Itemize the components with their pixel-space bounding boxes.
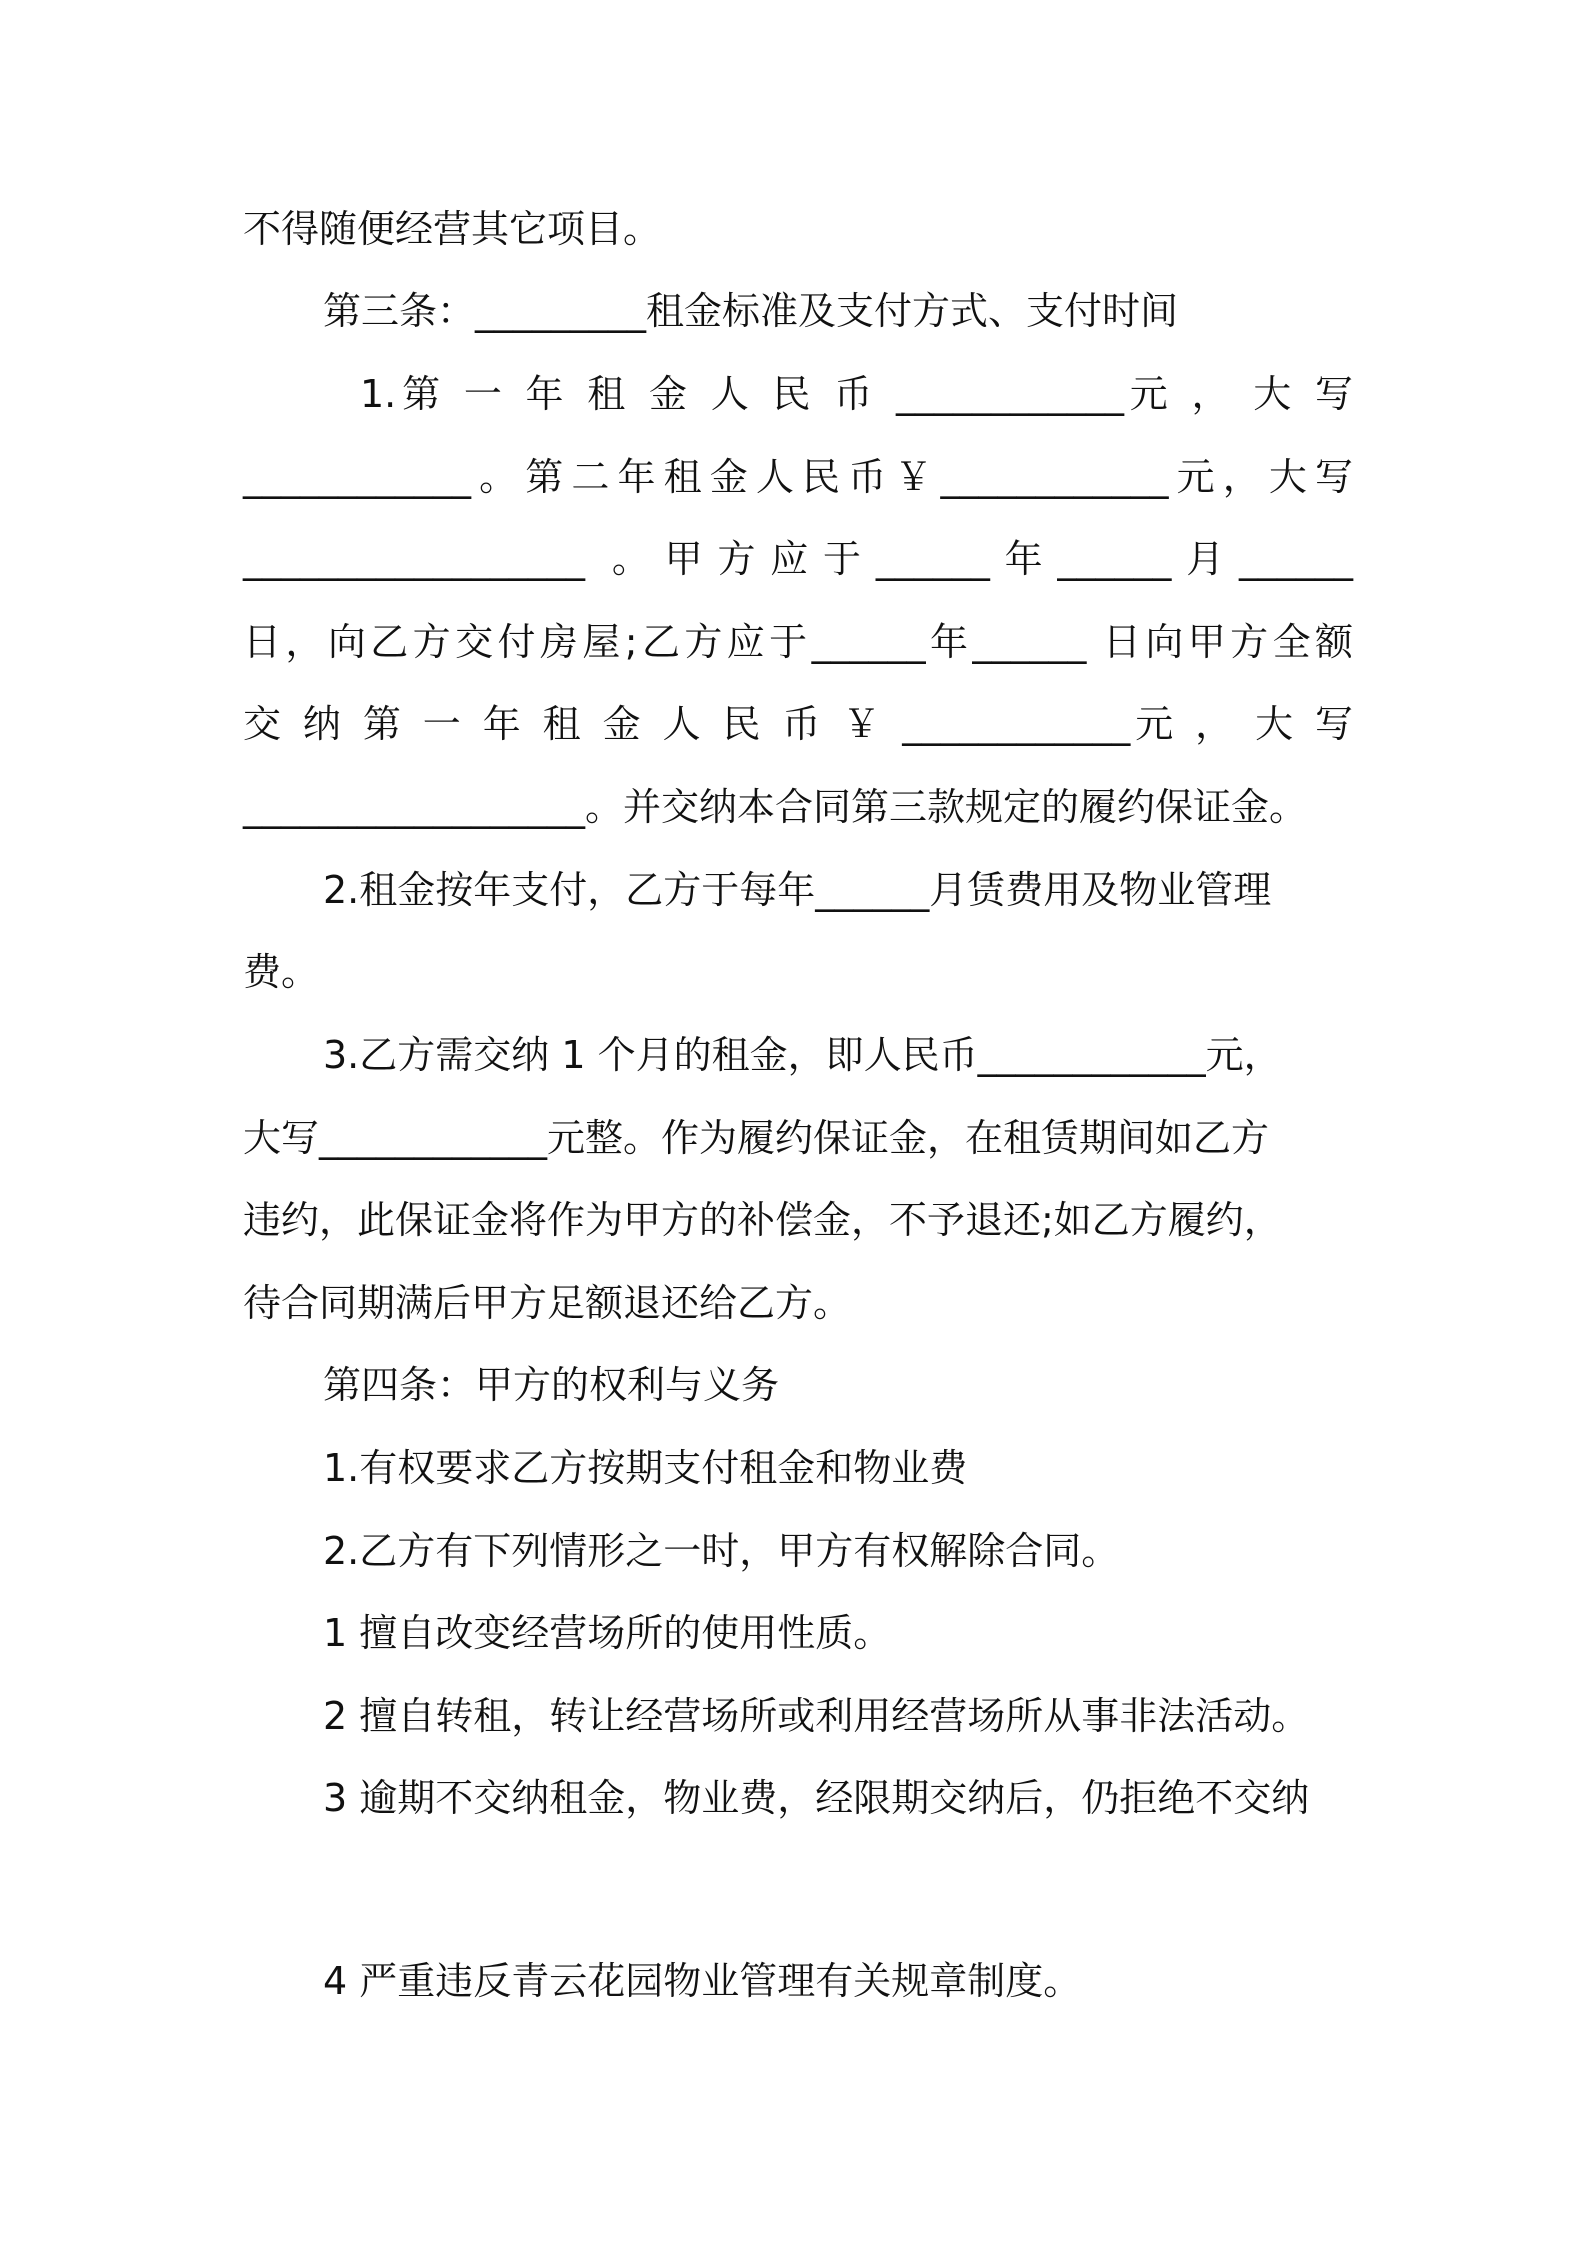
- clause-3-2-line-1: 2.租金按年支付，乙方于每年______月赁费用及物业管理: [323, 868, 1272, 912]
- clause-3-3-line-2: 大写____________元整。作为履约保证金，在租赁期间如乙方: [243, 1116, 1270, 1160]
- clause-4-1: 1.有权要求乙方按期支付租金和物业费: [323, 1446, 968, 1490]
- clause-3-1-line-6: __________________。并交纳本合同第三款规定的履约保证金。: [243, 785, 1308, 829]
- clause-4-2-item-2: 2 擅自转租，转让经营场所或利用经营场所从事非法活动。: [323, 1694, 1310, 1738]
- article-3-heading: 第三条：_________租金标准及支付方式、支付时间: [323, 289, 1179, 333]
- clause-3-3-line-1: 3.乙方需交纳 1 个月的租金，即人民币____________元，: [323, 1033, 1282, 1077]
- clause-3-1-line-5: 交 纳 第 一 年 租 金 人 民 币 ￥ ____________元 ， 大 写: [243, 702, 1353, 746]
- clause-4-2-item-3: 3 逾期不交纳租金，物业费，经限期交纳后，仍拒绝不交纳: [323, 1776, 1310, 1820]
- clause-3-2-line-2: 费。: [243, 950, 320, 994]
- clause-3-1-line-4: 日，向乙方交付房屋;乙方应于______年______ 日向甲方全额: [243, 620, 1353, 664]
- clause-3-3-line-4: 待合同期满后甲方足额退还给乙方。: [243, 1281, 852, 1325]
- clause-4-2: 2.乙方有下列情形之一时，甲方有权解除合同。: [323, 1529, 1120, 1573]
- clause-3-3-line-3: 违约，此保证金将作为甲方的补偿金，不予退还;如乙方履约，: [243, 1198, 1282, 1242]
- text-line-continuation: 不得随便经营其它项目。: [243, 207, 662, 251]
- article-4-heading: 第四条：甲方的权利与义务: [323, 1363, 780, 1407]
- clause-3-1-line-1: 1.第 一 年 租 金 人 民 币 ____________元 ， 大 写: [360, 372, 1353, 416]
- clause-3-1-line-3: __________________ 。甲方应于______年______月______: [243, 537, 1353, 581]
- clause-4-2-item-1: 1 擅自改变经营场所的使用性质。: [323, 1611, 892, 1655]
- clause-4-2-item-4: 4 严重违反青云花园物业管理有关规章制度。: [323, 1959, 1082, 2003]
- clause-3-1-line-2: ____________。第二年租金人民币￥____________元，大写: [243, 455, 1353, 499]
